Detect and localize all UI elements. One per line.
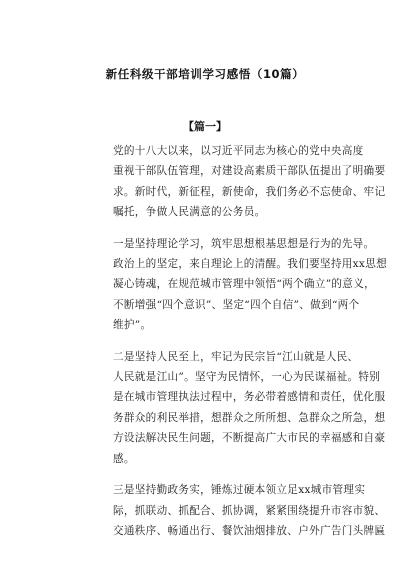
- text-line: 求。新时代，新征程，新使命，我们务必不忘使命、牢记: [113, 185, 386, 198]
- text-line: 务群众的利民举措，想群众之所所想、急群众之所急，想: [113, 411, 386, 424]
- paragraph-1: [92, 141, 386, 223]
- text-line: 党的十八大以来，以习近平同志为核心的党中央高度: [113, 145, 364, 157]
- text-line: 方设法解决民生问题，不断提高广大市民的幸福感和自豪: [113, 432, 386, 445]
- paragraph-2: [92, 234, 387, 336]
- paragraph-4: [92, 480, 386, 541]
- section-header: 【篇一】: [183, 120, 227, 133]
- text-line: 维护”。: [113, 319, 152, 332]
- text-line: 凝心铸魂，在规范城市管理中领悟“两个确立”的意义，: [113, 278, 375, 291]
- text-line: 一是坚持理论学习，筑牢思想根基思想是行为的先导。: [113, 237, 375, 250]
- text-line: 嘱托，争做人民满意的公务员。: [113, 206, 266, 219]
- text-line: 交通秩序、畅通出行、餐饮油烟排放、户外广告门头牌匾: [113, 524, 386, 537]
- document-body: [92, 141, 387, 552]
- text-line: 重视干部队伍管理，对建设高素质干部队伍提出了明确要: [113, 165, 386, 178]
- text-line: 感。: [113, 452, 135, 465]
- text-line: 三是坚持勤政务实，锤炼过硬本领立足xx城市管理实: [113, 484, 366, 497]
- text-line: 二是坚持人民至上，牢记为民宗旨“江山就是人民、: [113, 350, 359, 363]
- text-line: 人民就是江山”。坚守为民情怀，一心为民谋福祉。特别: [113, 371, 381, 384]
- text-line: 是在城市管理执法过程中，务必带着感情和责任，优化服: [113, 391, 386, 404]
- text-line: 不断增强“四个意识”、坚定“四个自信”、做到“两个: [113, 298, 360, 311]
- document-title: 新任科级干部培训学习感悟（10篇）: [105, 67, 305, 81]
- text-line: 政治上的坚定，来自理论上的清醒。我们要坚持用xx思想: [113, 258, 387, 271]
- paragraph-3: [92, 347, 386, 469]
- text-line: 际，抓联动、抓配合、抓协调，紧紧围绕提升市容市貌、: [113, 504, 386, 517]
